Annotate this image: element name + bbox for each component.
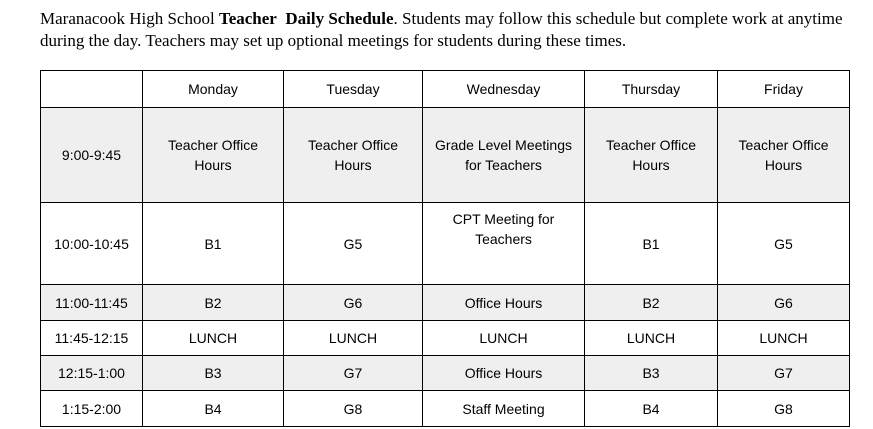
time-cell: 9:00-9:45 xyxy=(41,108,143,203)
time-cell: 11:00-11:45 xyxy=(41,285,143,321)
day-header-friday: Friday xyxy=(718,71,850,108)
day-header-tuesday: Tuesday xyxy=(284,71,423,108)
day-header-monday: Monday xyxy=(143,71,284,108)
schedule-cell: CPT Meeting for Teachers xyxy=(423,203,585,285)
table-row xyxy=(41,203,850,285)
schedule-cell: Teacher Office Hours xyxy=(585,108,718,203)
schedule-cell: LUNCH xyxy=(423,321,585,356)
intro-sentence-1: . Students may follow this schedule but complete work at anytime during the day. xyxy=(40,9,843,50)
table-row xyxy=(41,285,850,321)
table-row xyxy=(41,356,850,391)
schedule-cell: B1 xyxy=(585,203,718,285)
schedule-cell: Staff Meeting xyxy=(423,391,585,427)
table-row xyxy=(41,391,850,427)
schedule-cell: B4 xyxy=(143,391,284,427)
day-header-wednesday: Wednesday xyxy=(423,71,585,108)
schedule-cell: G7 xyxy=(284,356,423,391)
time-cell: 12:15-1:00 xyxy=(41,356,143,391)
table-row xyxy=(41,321,850,356)
schedule-cell: Teacher Office Hours xyxy=(284,108,423,203)
schedule-cell: Office Hours xyxy=(423,356,585,391)
schedule-cell: B3 xyxy=(585,356,718,391)
schedule-cell: Grade Level Meetings for Teachers xyxy=(423,108,585,203)
schedule-cell: G7 xyxy=(718,356,850,391)
schedule-table xyxy=(40,70,850,427)
schedule-cell: G8 xyxy=(718,391,850,427)
schedule-cell: G6 xyxy=(718,285,850,321)
schedule-cell: B1 xyxy=(143,203,284,285)
school-name: Maranacook High School xyxy=(40,9,215,28)
header-row xyxy=(41,71,850,108)
schedule-cell: Teacher Office Hours xyxy=(143,108,284,203)
schedule-cell: B2 xyxy=(143,285,284,321)
schedule-cell: B2 xyxy=(585,285,718,321)
schedule-cell: B3 xyxy=(143,356,284,391)
intro-paragraph xyxy=(40,8,860,52)
schedule-cell: LUNCH xyxy=(284,321,423,356)
schedule-cell: Teacher Office Hours xyxy=(718,108,850,203)
schedule-cell: LUNCH xyxy=(143,321,284,356)
day-header-thursday: Thursday xyxy=(585,71,718,108)
schedule-cell: LUNCH xyxy=(718,321,850,356)
table-row xyxy=(41,108,850,203)
schedule-cell: G5 xyxy=(284,203,423,285)
schedule-cell: LUNCH xyxy=(585,321,718,356)
time-cell: 10:00-10:45 xyxy=(41,203,143,285)
schedule-cell: B4 xyxy=(585,391,718,427)
schedule-cell: G6 xyxy=(284,285,423,321)
intro-sentence-2: Teachers may set up optional meetings for students during these times. xyxy=(145,31,627,50)
corner-cell xyxy=(41,71,143,108)
time-cell: 1:15-2:00 xyxy=(41,391,143,427)
title-daily-schedule: Daily Schedule xyxy=(285,9,394,28)
schedule-cell: Office Hours xyxy=(423,285,585,321)
schedule-cell: G5 xyxy=(718,203,850,285)
schedule-cell: G8 xyxy=(284,391,423,427)
title-teacher: Teacher xyxy=(218,9,277,28)
time-cell: 11:45-12:15 xyxy=(41,321,143,356)
